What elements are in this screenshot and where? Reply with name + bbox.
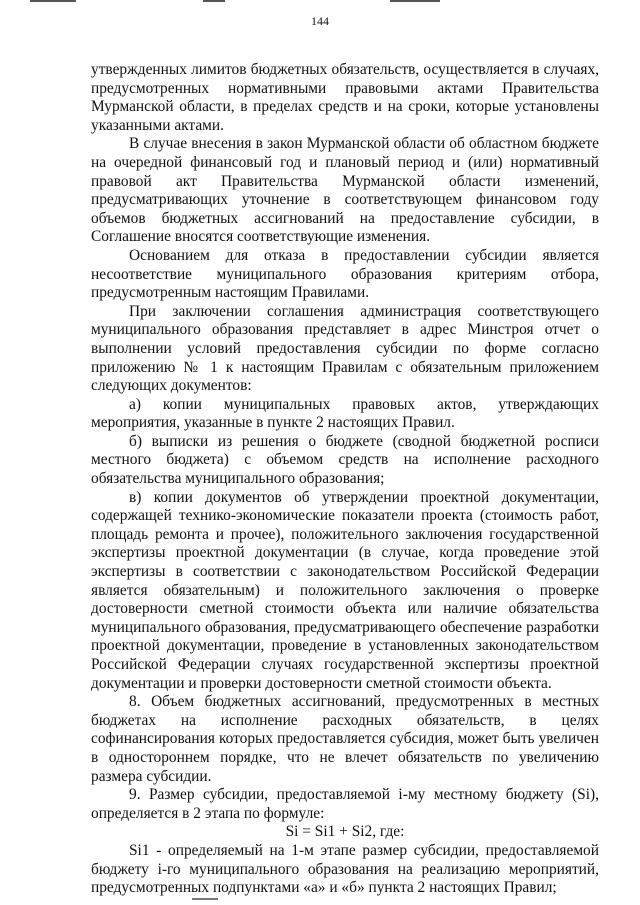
paragraph-si1-definition: Si1 - определяемый на 1-м этапе размер субсидии, предоставляемой бюджету i-го муниципального образования на реализацию мероприятий, предусмотренных подпунктами «а» и «б» пункта 2 настоящих Правил; xyxy=(91,841,599,897)
scan-mark xyxy=(203,0,225,2)
paragraph-refusal-grounds: Основанием для отказа в предоставлении субсидии является несоответствие муниципального образования критериям отбора, предусмотренным настоящим Правилами. xyxy=(91,246,599,302)
paragraph-continuation: утвержденных лимитов бюджетных обязательств, осуществляется в случаях, предусмотренных нормативными правовыми актами Правительства Мурманской области, в пределах средств и на сроки, которые установлены указанными актами. xyxy=(91,61,599,134)
subsidy-formula: Si = Si1 + Si2, где: xyxy=(285,823,405,841)
list-item-v: в) копии документов об утверждении проектной документации, содержащей технико-экономические показатели проекта (стоимость работ, площадь ремонта и прочее), положительного заключения государственной экспертизы проектной документации (в случае, когда проведение этой экспертизы в соответствии с законодательством Российской Федерации является обязательным) и положительного заключения о проверке достоверности сметной стоимости объекта или наличие обязательства муниципального образования, предусматривающего обеспечение разработки проектной документации, проведение в установленных законодательством Российской Федерации случаях государственной экспертизы проектной документации и проверки достоверности сметной стоимости объекта. xyxy=(91,488,599,692)
paragraph-9: 9. Размер субсидии, предоставляемой i-му местному бюджету (Si), определяется в 2 этапа по формуле: xyxy=(91,786,599,822)
page-number: 144 xyxy=(311,14,329,28)
scan-mark xyxy=(30,0,76,2)
scan-mark xyxy=(192,898,218,900)
list-item-b: б) выписки из решения о бюджете (сводной бюджетной росписи местного бюджета) с объемом средств на исполнение расходного обязательства муниципального образования; xyxy=(91,432,599,488)
paragraph-8: 8. Объем бюджетных ассигнований, предусмотренных в местных бюджетах на исполнение расходных обязательств, в целях софинансирования которых предоставляется субсидия, может быть увеличен в одностороннем порядке, что не влечет обязательств по увеличению размера субсидии. xyxy=(91,693,599,785)
list-item-a: а) копии муниципальных правовых актов, утверждающих мероприятия, указанные в пункте 2 настоящих Правил. xyxy=(91,395,599,432)
paragraph-agreement-report: При заключении соглашения администрация соответствующего муниципального образования представляет в адрес Минстроя отчет о выполнении условий предоставления субсидии по форме согласно приложению № 1 к настоящим Правилам с обязательным приложением следующих документов: xyxy=(91,302,599,395)
document-body xyxy=(91,61,599,898)
scan-mark xyxy=(390,0,440,2)
paragraph-budget-law-changes: В случае внесения в закон Мурманской области об областном бюджете на очередной финансовый год и плановый период и (или) нормативный правовой акт Правительства Мурманской области изменений, предусматривающих уточнение в соответствующем финансовом году объемов бюджетных ассигнований на предоставление субсидии, в Соглашение вносятся соответствующие изменения. xyxy=(91,135,599,246)
